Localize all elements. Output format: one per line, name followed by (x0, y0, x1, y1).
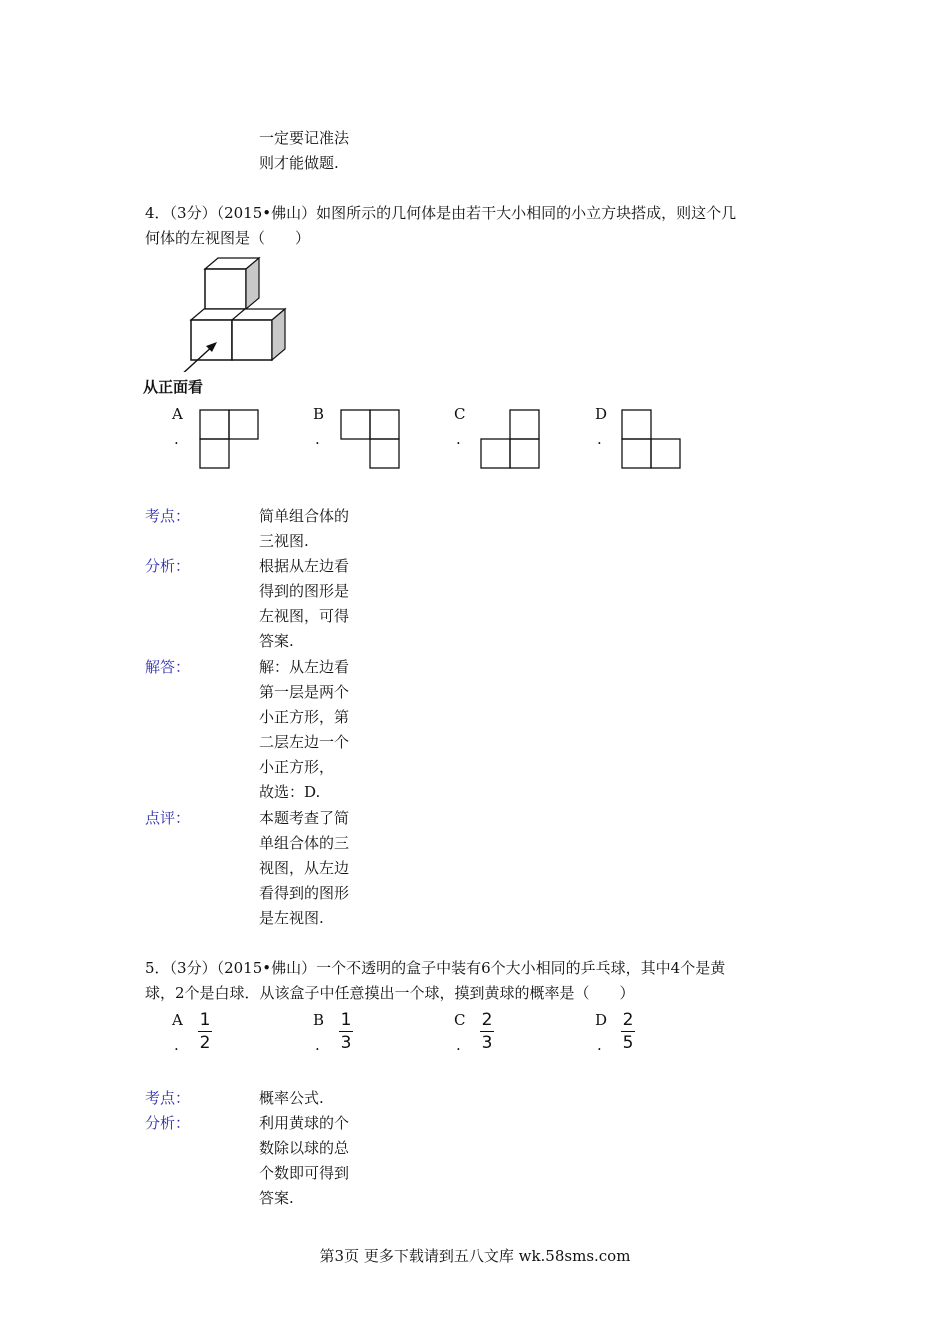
q5-option-b-fraction (338, 1010, 354, 1053)
q4-fenxi (259, 554, 369, 654)
numerator: 2 (481, 1010, 493, 1030)
prev-comment-line: 则才能做题. (259, 154, 339, 172)
dianping-line: 看得到的图形 (259, 884, 350, 902)
kaodian-line: 简单组合体的 (259, 507, 350, 525)
q4-stem-line1: 4．（3分）（2015•佛山）如图所示的几何体是由若干大小相同的小立方块搭成，则这个几 (145, 204, 737, 222)
prev-comment (259, 126, 369, 176)
bottom-cube-right (232, 320, 272, 360)
fenxi-line: 答案. (259, 1189, 294, 1207)
numerator: 1 (199, 1010, 211, 1030)
dianping-line: 单组合体的三 (259, 834, 350, 852)
q5-option-b-letter: B (313, 1011, 325, 1029)
jieda-line: 小正方形， (259, 758, 335, 776)
fenxi-line: 利用黄球的个 (259, 1114, 350, 1132)
q5-option-d-letter: D (595, 1011, 608, 1029)
q5-option-c-dot: . (456, 1036, 461, 1054)
q5-option-c-letter: C (454, 1011, 466, 1029)
bottom-cube-left (191, 320, 232, 360)
numerator: 1 (340, 1010, 352, 1030)
page-footer: 第3页 更多下载请到五八文库 wk.58sms.com (319, 1247, 631, 1265)
fenxi-line: 答案. (259, 632, 294, 650)
jieda-line: 二层左边一个 (259, 733, 350, 751)
jieda-line: 解：从左边看 (259, 658, 350, 676)
q4-jieda (259, 655, 369, 805)
top-cube-front (205, 269, 246, 309)
q5-option-a-letter: A (172, 1011, 183, 1029)
q4-option-a-letter: A (172, 405, 183, 423)
q5-option-b-dot: . (315, 1036, 320, 1054)
q5-kaodian-label: 考点： (145, 1089, 191, 1107)
q4-option-d-figure (620, 408, 684, 470)
q5-option-a-fraction (197, 1010, 213, 1053)
q5-option-a-dot: . (174, 1036, 179, 1054)
q5-option-c-fraction (479, 1010, 495, 1053)
q5-option-d-fraction (620, 1010, 636, 1053)
q4-option-a-figure (198, 408, 262, 470)
q4-option-c-letter: C (454, 405, 466, 423)
q4-jieda-label: 解答： (145, 658, 191, 676)
q5-stem-line2: 球，2个是白球．从该盒子中任意摸出一个球，摸到黄球的概率是（ ） (145, 984, 635, 1002)
denominator: 3 (481, 1033, 493, 1053)
q4-option-d-letter: D (595, 405, 608, 423)
dianping-line: 是左视图. (259, 909, 324, 927)
denominator: 5 (622, 1033, 634, 1053)
q5-stem-line1: 5．（3分）（2015•佛山）一个不透明的盒子中装有6个大小相同的乒乓球，其中4个是黄 (145, 959, 726, 977)
prev-comment-line: 一定要记准法 (259, 129, 350, 147)
q4-fenxi-label: 分析： (145, 557, 191, 575)
numerator: 2 (622, 1010, 634, 1030)
q4-kaodian (259, 504, 369, 554)
dianping-line: 视图，从左边 (259, 859, 350, 877)
q5-option-d-dot: . (597, 1036, 602, 1054)
fenxi-line: 左视图，可得 (259, 607, 350, 625)
q4-cube-figure (140, 252, 300, 372)
kaodian-line: 概率公式. (259, 1089, 324, 1107)
fenxi-line: 个数即可得到 (259, 1164, 350, 1182)
denominator: 3 (340, 1033, 352, 1053)
dianping-line: 本题考查了简 (259, 809, 350, 827)
q4-option-b-letter: B (313, 405, 325, 423)
jieda-line: 故选：D. (259, 783, 321, 801)
jieda-line: 第一层是两个 (259, 683, 350, 701)
denominator: 2 (199, 1033, 211, 1053)
fenxi-line: 数除以球的总 (259, 1139, 350, 1157)
q4-kaodian-label: 考点： (145, 507, 191, 525)
q4-stem-line2: 何体的左视图是（ ） (145, 229, 311, 247)
q4-option-c-figure (479, 408, 543, 470)
jieda-line: 小正方形，第 (259, 708, 350, 726)
q5-fenxi (259, 1111, 369, 1211)
q4-dianping (259, 806, 369, 931)
q4-dianping-label: 点评： (145, 809, 191, 827)
q5-kaodian (259, 1086, 369, 1111)
figure-caption: 从正面看 (143, 378, 204, 396)
fenxi-line: 根据从左边看 (259, 557, 350, 575)
q4-option-b-dot: . (315, 430, 320, 448)
q4-option-d-dot: . (597, 430, 602, 448)
q4-option-b-figure (339, 408, 403, 470)
kaodian-line: 三视图. (259, 532, 309, 550)
q4-option-a-dot: . (174, 430, 179, 448)
fenxi-line: 得到的图形是 (259, 582, 350, 600)
q5-fenxi-label: 分析： (145, 1114, 191, 1132)
q4-option-c-dot: . (456, 430, 461, 448)
